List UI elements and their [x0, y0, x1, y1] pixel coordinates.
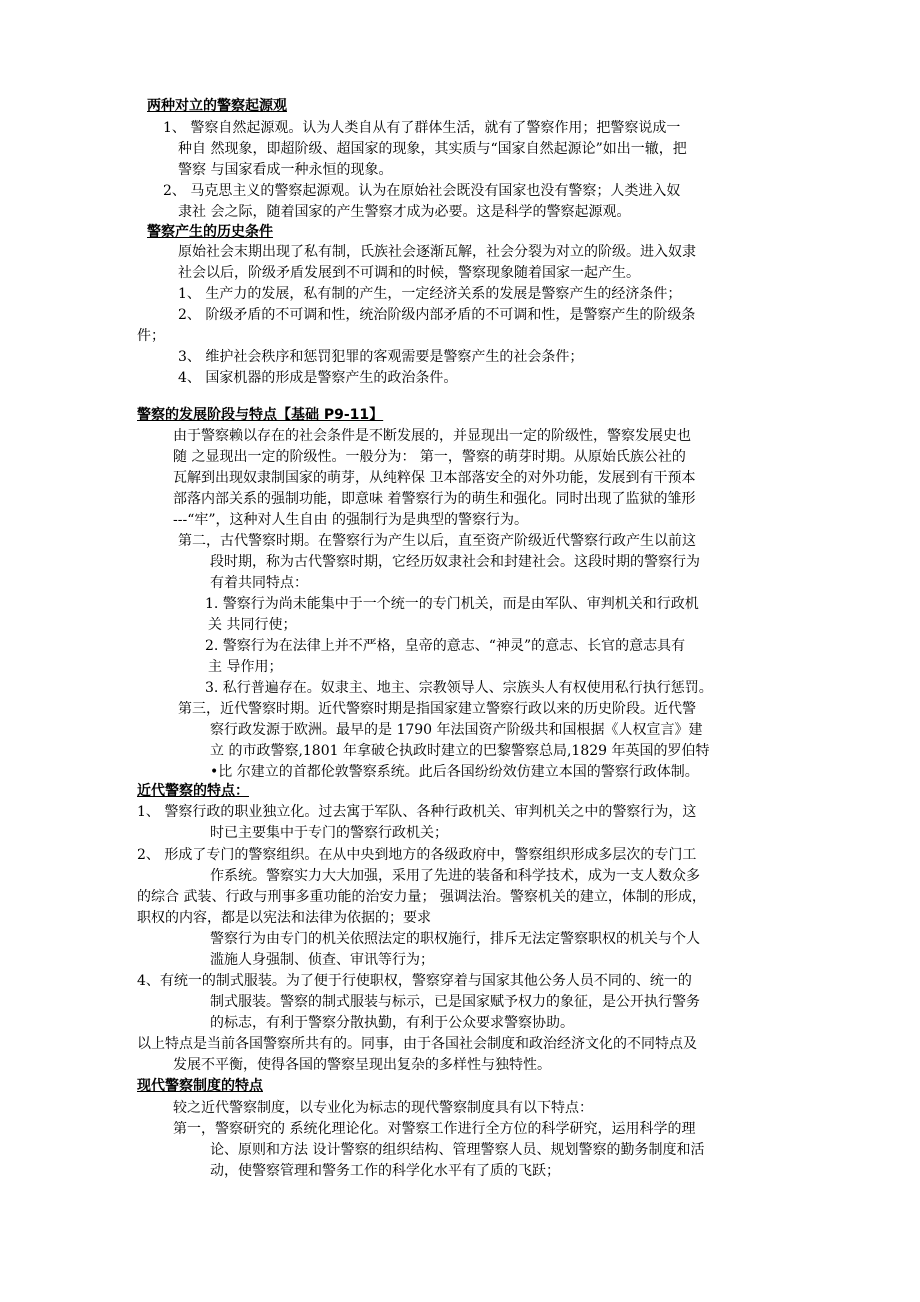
paragraph-line: 制式服装。警察的制式服装与标示，已是国家赋予权力的象征，是公开执行警务 — [210, 994, 700, 1010]
heading-modern-police-features: 近代警察的特点： — [137, 783, 249, 799]
paragraph-line: 较之近代警察制度，以专业化为标志的现代警察制度具有以下特点： — [173, 1100, 593, 1116]
paragraph-line: 主 导作用； — [208, 659, 283, 675]
paragraph-line: 第一，警察研究的 系统化理论化。对警察工作进行全方位的科学研究，运用科学的理 — [173, 1121, 696, 1137]
paragraph-line: 段时期，称为古代警察时期，它经历奴隶社会和封建社会。这段时期的警察行为 — [210, 554, 700, 570]
paragraph-line: 第二，古代警察时期。在警察行为产生以后，直至资产阶级近代警察行政产生以前这 — [178, 533, 696, 549]
paragraph-line: 立 的市政警察,1801 年拿破仑执政时建立的巴黎警察总局,1829 年英国的罗伯特 — [210, 743, 710, 759]
heading-police-origin-views: 两种对立的警察起源观 — [147, 98, 287, 114]
list-item: 2、 形成了专门的警察组织。在从中央到地方的各级政府中，警察组织形成多层次的专门工 — [137, 847, 697, 863]
paragraph-line: 种自 然现象，即超阶级、超国家的现象，其实质与“国家自然起源论”如出一辙，把 — [178, 141, 687, 157]
paragraph-line: 关 共同行使； — [208, 617, 297, 633]
heading-development-stages: 警察的发展阶段与特点【基础 P9-11】 — [137, 407, 384, 423]
paragraph-line: 2、 阶级矛盾的不可调和性，统治阶级内部矛盾的不可调和性，是警察产生的阶级条 — [178, 307, 696, 323]
paragraph-line: •比 尔建立的首都伦敦警察系统。此后各国纷纷效仿建立本国的警察行政体制。 — [210, 764, 699, 780]
paragraph-line: 3、 维护社会秩序和惩罚犯罪的客观需要是警察产生的社会条件； — [178, 349, 584, 365]
paragraph-line: 的标志，有利于警察分散执勤，有利于公众要求警察协助。 — [210, 1015, 574, 1031]
paragraph-line: 警察行为由专门的机关依照法定的职权施行，排斥无法定警察职权的机关与个人 — [210, 931, 700, 947]
paragraph-line: 1、 警察自然起源观。认为人类自从有了群体生活，就有了警察作用；把警察说成一 — [163, 120, 681, 136]
paragraph-line: 原始社会末期出现了私有制，氏族社会逐渐瓦解，社会分裂为对立的阶级。进入奴隶 — [178, 244, 696, 260]
paragraph-line: 部落内部关系的强制功能，即意味 着警察行为的萌生和强化。同时出现了监狱的雏形 — [173, 491, 696, 507]
paragraph-line: 以上特点是当前各国警察所共有的。同事，由于各国社会制度和政治经济文化的不同特点及 — [137, 1036, 697, 1052]
paragraph-line: 件； — [137, 328, 165, 344]
paragraph-line: 随 之显现出一定的阶级性。一般分为： 第一，警察的萌芽时期。从原始氏族公社的 — [173, 449, 686, 465]
paragraph-line: 警察 与国家看成一种永恒的现象。 — [178, 162, 393, 178]
paragraph-line: 第三，近代警察时期。近代警察时期是指国家建立警察行政以来的历史阶段。近代警 — [178, 701, 696, 717]
paragraph-line: 社会以后，阶级矛盾发展到不可调和的时候，警察现象随着国家一起产生。 — [178, 265, 640, 281]
paragraph-line: 由于警察赖以存在的社会条件是不断发展的，并显现出一定的阶级性，警察发展史也 — [173, 428, 691, 444]
paragraph-line: 2、 马克思主义的警察起源观。认为在原始社会既没有国家也没有警察；人类进入奴 — [163, 183, 681, 199]
list-item: 2. 警察行为在法律上并不严格，皇帝的意志、“神灵”的意志、长官的意志具有 — [205, 638, 686, 654]
paragraph-line: 的综合 武装、行政与刑事多重功能的治安力量； 强调法治。警察机关的建立，体制的形成， — [137, 889, 706, 905]
paragraph-line: 论、原则和方法 设计警察的组织结构、管理警察人员、规划警察的勤务制度和活 — [210, 1142, 705, 1158]
paragraph-line: 作系统。警察实力大大加强，采用了先进的装备和科学技术，成为一支人数众多 — [210, 868, 700, 884]
list-item: 4、有统一的制式服装。为了便于行使职权，警察穿着与国家其他公务人员不同的、统一的 — [137, 973, 692, 989]
paragraph-line: 时已主要集中于专门的警察行政机关； — [210, 825, 448, 841]
list-item: 1. 警察行为尚未能集中于一个统一的专门机关，而是由军队、审判机关和行政机 — [205, 596, 699, 612]
paragraph-line: 4、 国家机器的形成是警察产生的政治条件。 — [178, 370, 458, 386]
list-item: 3. 私行普遍存在。奴隶主、地主、宗教领导人、宗族头人有权使用私行执行惩罚。 — [205, 680, 713, 696]
paragraph-line: 瓦解到出现奴隶制国家的萌芽，从纯粹保 卫本部落安全的对外功能，发展到有干预本 — [173, 470, 696, 486]
paragraph-line: 有着共同特点： — [210, 575, 308, 591]
paragraph-line: 察行政发源于欧洲。最早的是 1790 年法国资产阶级共和国根据《人权宣言》建 — [210, 722, 703, 738]
paragraph-line: 动，使警察管理和警务工作的科学化水平有了质的飞跃； — [210, 1163, 560, 1179]
paragraph-line: 滥施人身强制、侦查、审讯等行为； — [210, 952, 434, 968]
paragraph-line: 职权的内容，都是以宪法和法律为依据的；要求 — [137, 910, 431, 926]
paragraph-line: 1、 生产力的发展，私有制的产生，一定经济关系的发展是警察产生的经济条件； — [178, 286, 682, 302]
list-item: 1、 警察行政的职业独立化。过去寓于军队、各种行政机关、审判机关之中的警察行为，这 — [137, 804, 697, 820]
paragraph-line: ---“牢”，这种对人生自由 的强制行为是典型的警察行为。 — [173, 512, 528, 528]
heading-historical-conditions: 警察产生的历史条件 — [147, 224, 273, 240]
paragraph-line: 隶社 会之际，随着国家的产生警察才成为必要。这是科学的警察起源观。 — [178, 204, 631, 220]
heading-contemporary-police-system: 现代警察制度的特点 — [137, 1078, 263, 1094]
paragraph-line: 发展不平衡，使得各国的警察呈现出复杂的多样性与独特性。 — [173, 1057, 551, 1073]
